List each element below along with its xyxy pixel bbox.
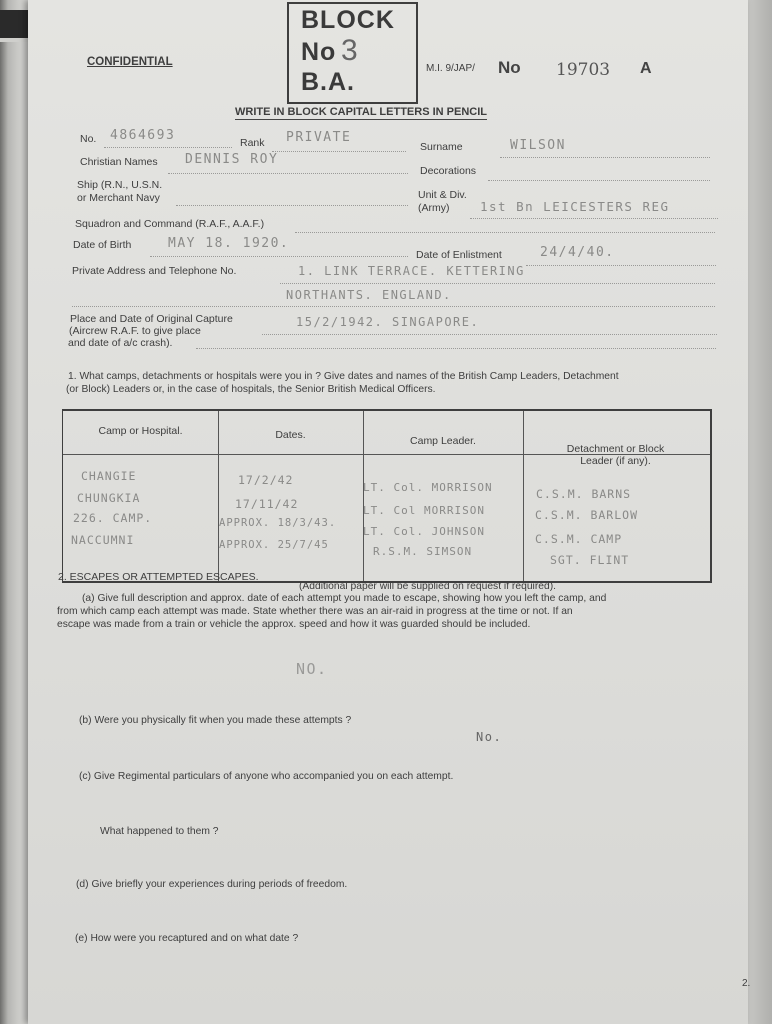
unit-value: 1st Bn LEICESTERS REG <box>480 199 670 214</box>
question-2d: (d) Give briefly your experiences during periods of freedom. <box>76 879 348 890</box>
unit-line <box>470 218 718 219</box>
question-2e: (e) How were you recaptured and on what date ? <box>75 933 299 944</box>
question-2a-answer: NO. <box>296 660 328 678</box>
surname-value: WILSON <box>510 138 566 153</box>
confidential-label: CONFIDENTIAL <box>87 56 173 68</box>
decorations-line <box>488 180 710 181</box>
enlistment-label: Date of Enlistment <box>416 249 502 261</box>
row-1-detachment: C.S.M. BARNS <box>536 487 632 501</box>
header-dates: Dates. <box>275 429 306 441</box>
enlistment-line <box>526 265 716 266</box>
capture-label-3: and date of a/c crash). <box>68 337 173 349</box>
question-2c-followup: What happened to them ? <box>100 826 219 837</box>
christian-names-label: Christian Names <box>80 156 158 168</box>
rank-value: PRIVATE <box>286 130 352 145</box>
serial-number: 19703 <box>556 60 611 80</box>
surname-line <box>500 157 710 158</box>
row-4-camp: NACCUMNI <box>71 533 135 547</box>
row-2-date: 17/11/42 <box>235 497 299 511</box>
address-line-2 <box>72 306 715 307</box>
christian-names-line <box>168 173 408 174</box>
question-2a-line-1: (a) Give full description and approx. date of each attempt you made to escape, showing how you left the camp, and <box>82 593 607 604</box>
question-2a-line-3: escape was made from a train or vehicle the approx. speed and how it was guarded should be included. <box>57 619 531 630</box>
header-camp: Camp or Hospital. <box>98 425 183 437</box>
row-4-detachment: SGT. FLINT <box>550 553 630 567</box>
question-2b: (b) Were you physically fit when you made these attempts ? <box>79 715 352 726</box>
address-label: Private Address and Telephone No. <box>72 265 237 277</box>
row-4-leader: R.S.M. SIMSON <box>373 545 473 558</box>
row-1-date: 17/2/42 <box>238 473 294 487</box>
stamp-block-text: BLOCK <box>301 6 395 34</box>
dob-line <box>150 256 408 257</box>
decorations-label: Decorations <box>420 165 477 177</box>
question-2a-line-2: from which camp each attempt was made. State whether there was an air-raid in progress at the time or not. If an <box>57 606 573 617</box>
no-value: 4864693 <box>110 128 176 143</box>
instruction-heading: WRITE IN BLOCK CAPITAL LETTERS IN PENCIL <box>235 106 487 118</box>
ship-label-1: Ship (R.N., U.S.N. <box>77 179 163 191</box>
mi-reference: M.I. 9/JAP/ <box>426 63 475 74</box>
question-2b-answer: No. <box>476 730 503 744</box>
stamp-number: 3 <box>341 34 359 67</box>
unit-label-2: (Army) <box>418 202 450 214</box>
address-value-1: 1. LINK TERRACE. KETTERING <box>298 264 525 278</box>
ship-line <box>176 205 408 206</box>
row-2-detachment: C.S.M. BARLOW <box>535 508 639 522</box>
header-camp-leader: Camp Leader. <box>410 435 476 447</box>
capture-label-2: (Aircrew R.A.F. to give place <box>69 325 201 337</box>
address-line-1 <box>280 283 715 284</box>
row-4-date: APPROX. 25/7/45 <box>219 539 329 551</box>
row-2-leader: LT. Col MORRISON <box>363 504 485 517</box>
question-1-line-1: 1. What camps, detachments or hospitals were you in ? Give dates and names of the British Camp Leaders, Detachment <box>68 371 619 382</box>
serial-suffix: A <box>640 60 652 77</box>
capture-label-1: Place and Date of Original Capture <box>70 313 233 325</box>
section-2-heading: 2. ESCAPES OR ATTEMPTED ESCAPES. <box>58 571 259 583</box>
question-1-line-2: (or Block) Leaders or, in the case of hospitals, the Senior British Medical Officers. <box>66 384 436 395</box>
header-detachment-1: Detachment or Block <box>566 443 665 455</box>
enlistment-value: 24/4/40. <box>540 245 615 260</box>
capture-value: 15/2/1942. SINGAPORE. <box>296 315 480 329</box>
address-value-2: NORTHANTS. ENGLAND. <box>286 288 452 302</box>
stamp-no-text: No <box>301 38 337 66</box>
row-3-detachment: C.S.M. CAMP <box>535 532 623 546</box>
no-line <box>104 147 232 148</box>
row-1-camp: CHANGIE <box>81 469 137 483</box>
squadron-label: Squadron and Command (R.A.F., A.A.F.) <box>75 218 265 230</box>
stamp-ba-text: B.A. <box>301 68 355 96</box>
unit-label-1: Unit & Div. <box>418 189 467 201</box>
dob-label: Date of Birth <box>73 239 132 251</box>
capture-line-2 <box>196 348 716 349</box>
capture-line-1 <box>262 334 717 335</box>
question-2c: (c) Give Regimental particulars of anyone who accompanied you on each attempt. <box>79 771 454 782</box>
no-label: No. <box>80 133 97 145</box>
row-3-leader: LT. Col. JOHNSON <box>363 525 485 538</box>
section-2-note: (Additional paper will be supplied on request if required). <box>299 581 556 592</box>
rank-line <box>272 151 406 152</box>
row-3-camp: 226. CAMP. <box>73 511 153 525</box>
serial-no-label: No <box>498 58 521 77</box>
row-1-leader: LT. Col. MORRISON <box>363 481 493 494</box>
surname-label: Surname <box>420 141 463 153</box>
christian-names-value: DENNIS ROY <box>185 152 279 167</box>
header-detachment-2: Leader (if any). <box>580 455 651 467</box>
rank-label: Rank <box>240 137 265 149</box>
camps-table <box>62 409 712 583</box>
table-column-divider <box>523 411 524 581</box>
ship-label-2: or Merchant Navy <box>77 192 160 204</box>
page-edge <box>748 0 772 1024</box>
squadron-line <box>295 232 715 233</box>
row-2-camp: CHUNGKIA <box>77 491 141 505</box>
page-mark: 2. <box>742 978 751 989</box>
block-stamp <box>287 2 418 104</box>
dob-value: MAY 18. 1920. <box>168 236 290 251</box>
row-3-date: APPROX. 18/3/43. <box>219 517 337 529</box>
